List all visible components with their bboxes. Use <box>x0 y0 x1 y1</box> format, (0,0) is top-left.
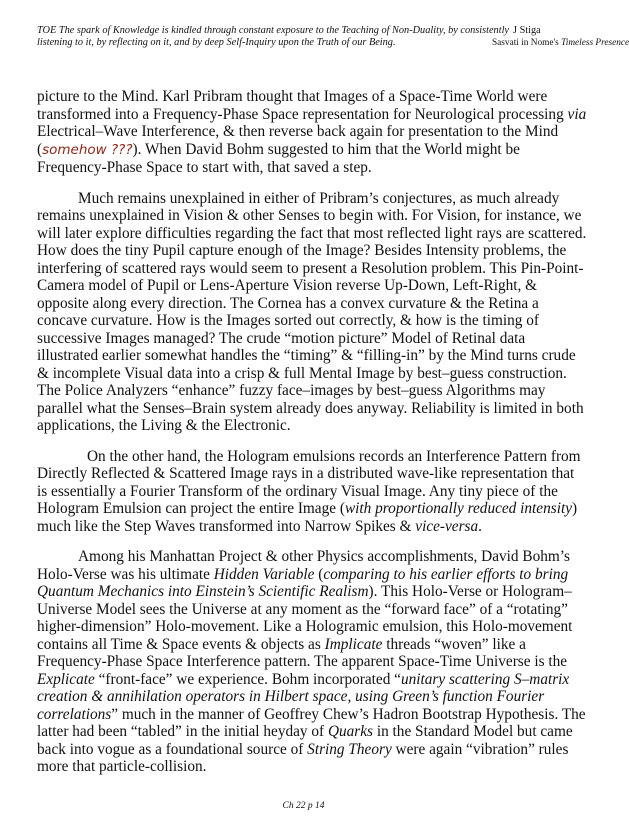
text-line: Frequency-Phase Space Interference pattern. The apparent Space-Time Universe is the <box>37 653 568 670</box>
emphasis-text: Quantum Mechanics into Einstein’s Scientific Realism <box>37 583 369 600</box>
text-line: interfering of scattered rays would seem to present a Resolution problem. This Pin-Point- <box>37 259 584 277</box>
text-line: Holo-Verse was his ultimate Hidden Variable (comparing to his earlier efforts to bring <box>37 565 569 583</box>
text-line: contains all Time & Space events & objects as Implicate threads “woven” like a <box>37 635 526 653</box>
text-line: latter had been “tabled” in the initial heyday of Quarks in the Standard Model but came <box>37 723 573 740</box>
emphasis-text: comparing to his earlier efforts to bring <box>323 565 569 583</box>
header-quote-line-1: TOE The spark of Knowledge is kindled through constant exposure to the Teaching of Non-Duality, by consistently <box>37 25 509 36</box>
header-line-2 <box>37 37 629 49</box>
emphasis-text: Hidden Variable <box>213 565 315 583</box>
emphasis-text: unitary scattering S–matrix <box>400 670 570 688</box>
emphasis-text: Explicate <box>37 670 95 688</box>
text-line: opposite along every direction. The Cornea has a convex curvature & the Retina a <box>37 294 539 312</box>
text-line: will later explore difficulties regarding the fact that most reflected light rays are scattered. <box>37 224 587 242</box>
text-line: Frequency-Phase Space to start with, that saved a step. <box>37 159 372 176</box>
text-line: Hologram Emulsion can project the entire Image (with proportionally reduced intensity) <box>37 500 578 517</box>
emphasis-text: String Theory <box>307 740 392 758</box>
document-body <box>37 88 597 789</box>
text-line: much like the Step Waves transformed into Narrow Spikes & vice-versa. <box>37 517 482 535</box>
text-line: back into vogue as a foundational source of String Theory were again “vibration” rules <box>37 740 569 758</box>
text-line <box>37 688 597 706</box>
header-credit-title: Timeless Presence <box>561 38 629 48</box>
text-line: Camera model of Pupil or Lens-Aperture Vision reverse Up-Down, Left-Right, & <box>37 277 538 294</box>
text-line: Among his Manhattan Project & other Physics accomplishments, David Bohm’s <box>78 548 570 565</box>
paragraph <box>37 448 597 536</box>
emphasis-text: with proportionally reduced intensity <box>344 500 572 517</box>
paragraph <box>37 88 597 177</box>
text-line: Much remains unexplained in either of Pribram’s conjectures, as much already <box>78 189 560 207</box>
text-line: On the other hand, the Hologram emulsions records an Interference Pattern from <box>87 447 581 465</box>
header-line-1 <box>37 25 541 37</box>
highlighted-annotation: somehow ??? <box>42 141 133 158</box>
text-line: successive Images managed? The crude “motion picture” Model of Retinal data <box>37 329 526 347</box>
text-line: Explicate “front-face” we experience. Bohm incorporated “unitary scattering S–matrix <box>37 670 570 688</box>
text-line: & incomplete Visual data into a crisp & full Mental Image by best–guess construction. <box>37 364 567 382</box>
emphasis-text: correlations <box>37 705 112 723</box>
text-line: more that particle-collision. <box>37 758 207 775</box>
text-line: Universe Model sees the Universe at any moment as the “forward face” of a “rotating” <box>37 600 568 618</box>
text-line: higher-dimension” Holo-movement. Like a Hologramic emulsion, this Holo-movement <box>37 618 573 635</box>
text-line: How does the tiny Pupil capture enough of the Image? Besides Intensity problems, the <box>37 242 567 259</box>
text-line: illustrated earlier somewhat handles the “timing” & “filling-in” by the Mind turns crude <box>37 347 576 364</box>
paragraph <box>37 548 597 776</box>
text-line: applications, the Living & the Electronic. <box>37 417 291 434</box>
text-line: concave curvature. How is the Images sorted out correctly, & how is the timing of <box>37 312 539 329</box>
text-line: The Police Analyzers “enhance” fuzzy face–images by best–guess Algorithms may <box>37 382 546 399</box>
emphasis-text: Quarks <box>327 723 373 740</box>
text-line: remains unexplained in Vision & other Senses to begin with. For Vision, for instance, we <box>37 207 582 224</box>
emphasis-text: via <box>567 105 587 123</box>
page-number: Ch 22 p 14 <box>282 801 325 811</box>
header-credit <box>492 37 629 49</box>
text-line: (somehow ???). When David Bohm suggested to him that the World might be <box>37 140 520 158</box>
text-line: parallel what the Senses–Brain system already does anyway. Reliability is limited in both <box>37 399 584 417</box>
paragraph <box>37 190 597 435</box>
text-line: Directly Reflected & Scattered Image rays in a distributed wave-like representation that <box>37 465 575 482</box>
text-line: transformed into a Frequency-Phase Space representation for Neurological processing via <box>37 105 587 123</box>
text-line: Quantum Mechanics into Einstein’s Scientific Realism). This Holo-Verse or Hologram– <box>37 583 572 600</box>
header-credit-prefix: Sasvati in Nome's <box>492 38 562 48</box>
text-line: picture to the Mind. Karl Pribram thought that Images of a Space-Time World were <box>37 88 548 105</box>
text-line: is essentially a Fourier Transform of the ordinary Visual Image. Any tiny piece of the <box>37 482 558 500</box>
header-quote-line-2: listening to it, by reflecting on it, and by deep Self-Inquiry upon the Truth of our Being. <box>37 37 396 48</box>
emphasis-text: vice-versa <box>415 517 479 535</box>
emphasis-text: creation & annihilation operators in Hilbert space, using Green’s function Fourier <box>37 688 545 705</box>
text-line: correlations” much in the manner of Geoffrey Chew’s Hadron Bootstrap Hypothesis. The <box>37 705 586 723</box>
text-line: Electrical–Wave Interference, & then reverse back again for presentation to the Mind <box>37 123 559 140</box>
emphasis-text: Implicate <box>324 635 383 653</box>
header-author: J Stiga <box>513 25 541 36</box>
